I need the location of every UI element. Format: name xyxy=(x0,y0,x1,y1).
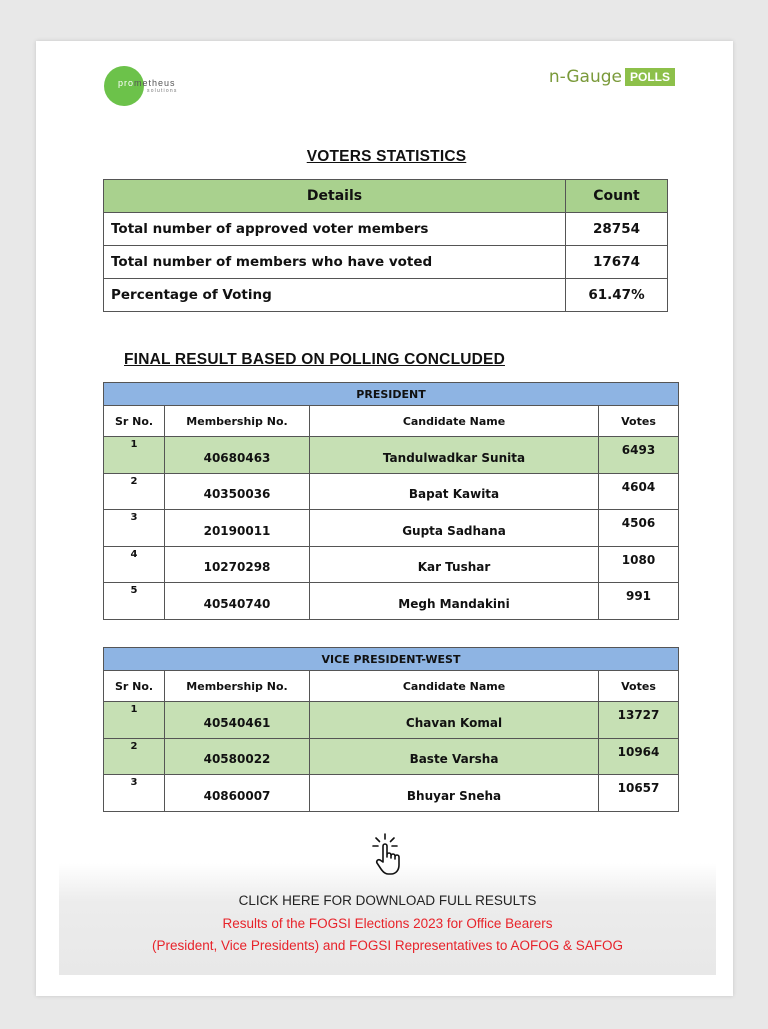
stats-row xyxy=(104,213,668,246)
candidate-name: Megh Mandakini xyxy=(310,583,599,620)
sr-no: 3 xyxy=(104,775,165,812)
sr-no: 5 xyxy=(104,583,165,620)
votes: 1080 xyxy=(599,546,679,583)
votes: 4506 xyxy=(599,510,679,547)
membership-no: 20190011 xyxy=(165,510,310,547)
candidate-name: Tandulwadkar Sunita xyxy=(310,437,599,474)
candidate-name: Gupta Sadhana xyxy=(310,510,599,547)
sr-no: 2 xyxy=(104,473,165,510)
stat-label: Percentage of Voting xyxy=(104,279,566,312)
votes: 10964 xyxy=(599,738,679,775)
voters-statistics-table xyxy=(103,179,668,312)
candidate-name: Kar Tushar xyxy=(310,546,599,583)
sr-no: 4 xyxy=(104,546,165,583)
ngauge-polls-logo xyxy=(549,67,675,87)
table-row xyxy=(104,437,679,474)
president-results-table xyxy=(103,382,679,620)
table-row xyxy=(104,473,679,510)
votes: 991 xyxy=(599,583,679,620)
membership-no: 40540740 xyxy=(165,583,310,620)
col-votes: Votes xyxy=(599,671,679,702)
vice-president-header: VICE PRESIDENT-WEST xyxy=(104,648,679,671)
vice-president-results-table xyxy=(103,647,679,812)
stat-value: 28754 xyxy=(566,213,668,246)
stats-row xyxy=(104,246,668,279)
table-row xyxy=(104,775,679,812)
prometheus-logo xyxy=(104,66,178,106)
stats-row xyxy=(104,279,668,312)
membership-no: 40580022 xyxy=(165,738,310,775)
membership-no: 10270298 xyxy=(165,546,310,583)
votes: 10657 xyxy=(599,775,679,812)
stat-value: 17674 xyxy=(566,246,668,279)
logo-subtitle: solutions xyxy=(147,88,178,94)
table-row xyxy=(104,546,679,583)
col-candidate: Candidate Name xyxy=(310,671,599,702)
stat-label: Total number of members who have voted xyxy=(104,246,566,279)
logo-metheus: metheus xyxy=(134,78,176,88)
results-page xyxy=(36,41,733,996)
president-header: PRESIDENT xyxy=(104,383,679,406)
table-row xyxy=(104,738,679,775)
membership-no: 40540461 xyxy=(165,702,310,739)
final-result-title: FINAL RESULT BASED ON POLLING CONCLUDED xyxy=(124,351,505,368)
table-row xyxy=(104,702,679,739)
hand-pointer-icon[interactable] xyxy=(371,833,405,875)
table-row xyxy=(104,510,679,547)
details-header: Details xyxy=(104,180,566,213)
col-sr: Sr No. xyxy=(104,671,165,702)
sr-no: 3 xyxy=(104,510,165,547)
col-sr: Sr No. xyxy=(104,406,165,437)
col-votes: Votes xyxy=(599,406,679,437)
membership-no: 40860007 xyxy=(165,775,310,812)
col-candidate: Candidate Name xyxy=(310,406,599,437)
col-membership: Membership No. xyxy=(165,406,310,437)
votes: 4604 xyxy=(599,473,679,510)
candidate-name: Bhuyar Sneha xyxy=(310,775,599,812)
polls-badge: POLLS xyxy=(625,68,675,86)
candidate-name: Baste Varsha xyxy=(310,738,599,775)
candidate-name: Bapat Kawita xyxy=(310,473,599,510)
table-row xyxy=(104,583,679,620)
stat-label: Total number of approved voter members xyxy=(104,213,566,246)
col-membership: Membership No. xyxy=(165,671,310,702)
votes: 13727 xyxy=(599,702,679,739)
voters-statistics-title: VOTERS STATISTICS xyxy=(306,148,467,165)
download-results-footer[interactable] xyxy=(59,863,716,975)
membership-no: 40680463 xyxy=(165,437,310,474)
stat-value: 61.47% xyxy=(566,279,668,312)
download-cta[interactable]: CLICK HERE FOR DOWNLOAD FULL RESULTS xyxy=(238,893,537,908)
logo-pro: pro xyxy=(118,78,135,88)
votes: 6493 xyxy=(599,437,679,474)
membership-no: 40350036 xyxy=(165,473,310,510)
sr-no: 1 xyxy=(104,437,165,474)
ngauge-text: n-Gauge xyxy=(548,67,622,87)
logo-wordmark xyxy=(118,78,176,88)
count-header: Count xyxy=(566,180,668,213)
results-link-line-1[interactable]: Results of the FOGSI Elections 2023 for Office Bearers xyxy=(222,916,553,931)
candidate-name: Chavan Komal xyxy=(310,702,599,739)
results-link-line-2[interactable]: (President, Vice Presidents) and FOGSI Representatives to AOFOG & SAFOG xyxy=(152,938,623,953)
sr-no: 2 xyxy=(104,738,165,775)
sr-no: 1 xyxy=(104,702,165,739)
